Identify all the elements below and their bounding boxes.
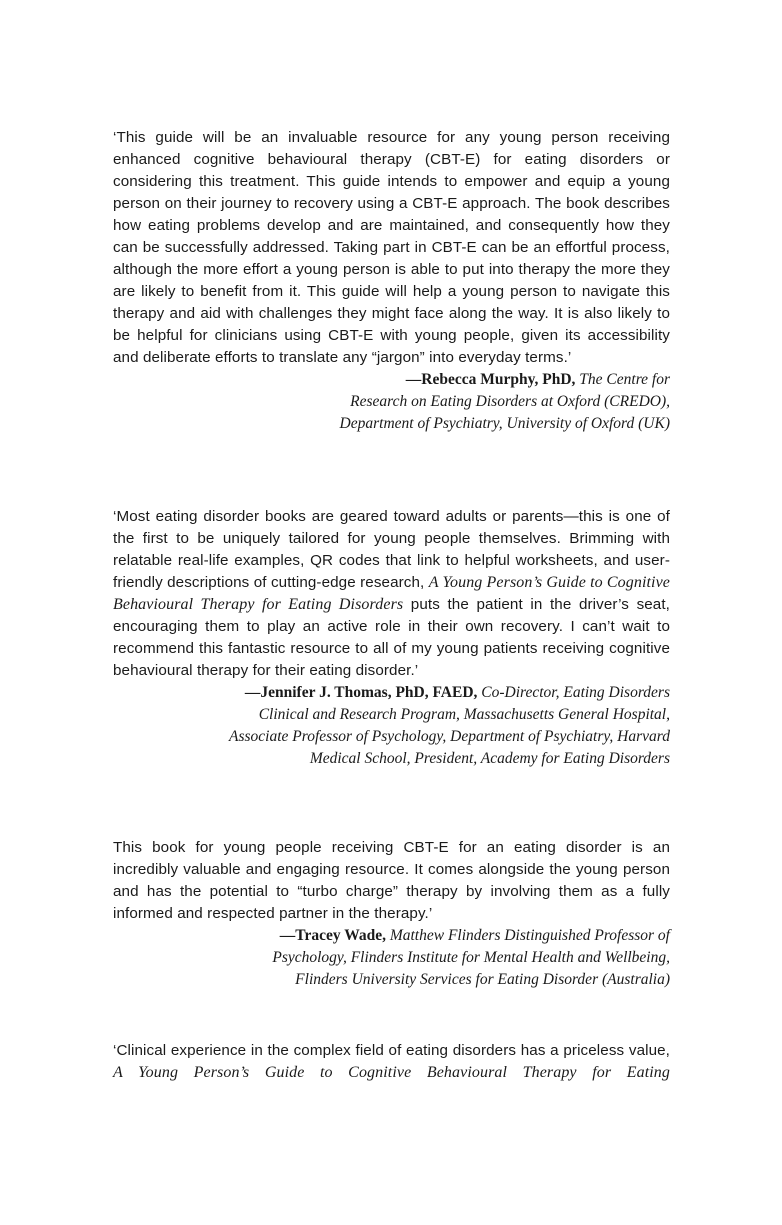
book-title: A Young Person’s Guide to Cognitive Behavioural Therapy for Eating	[113, 1064, 670, 1081]
book-title: A Young Person’s Guide to Cognitive Behavioural Therapy for Eating Disorders	[113, 574, 670, 613]
endorser-affiliation: Research on Eating Disorders at Oxford (CREDO),	[350, 393, 670, 410]
endorser-affiliation: Co-Director, Eating Disorders	[481, 684, 670, 701]
endorsement-quote: ‘Most eating disorder books are geared toward adults or parents—this is one of the first to be uniquely tailored for young people themselves. Brimming with relatable real-life examples, QR codes that link to helpful worksheets, and user-friendly descriptions of cutting-edge research, A Young Person’s Guide to Cognitive Behavioural Therapy for Eating Disorders puts the patient in the driver’s seat, encouraging them to play an active role in their own recovery. I can’t wait to recommend this fantastic resource to all of my young patients receiving cognitive behavioural therapy for their eating disorder.’	[113, 508, 670, 679]
endorser-name: —Rebecca Murphy, PhD,	[405, 371, 576, 388]
endorsement-attribution	[113, 369, 670, 435]
endorser-affiliation: Matthew Flinders Distinguished Professor of	[389, 927, 670, 944]
endorser-affiliation: Flinders University Services for Eating Disorder (Australia)	[295, 971, 670, 988]
endorsement-attribution	[113, 925, 670, 991]
endorsement-quote: ‘Clinical experience in the complex field of eating disorders has a priceless value, A Young Person’s Guide to Cognitive Behavioural Therapy for Eating	[113, 1042, 670, 1081]
endorsement-1	[113, 127, 670, 435]
endorser-affiliation: Clinical and Research Program, Massachusetts General Hospital,	[258, 706, 670, 723]
endorser-affiliation: Medical School, President, Academy for Eating Disorders	[309, 750, 670, 767]
endorser-name: —Jennifer J. Thomas, PhD, FAED,	[244, 684, 478, 701]
endorser-affiliation: Department of Psychiatry, University of Oxford (UK)	[339, 415, 670, 432]
endorser-affiliation: Psychology, Flinders Institute for Mental Health and Wellbeing,	[272, 949, 670, 966]
endorser-affiliation: Associate Professor of Psychology, Department of Psychiatry, Harvard	[229, 728, 670, 745]
endorsement-3	[113, 837, 670, 991]
endorser-affiliation: The Centre for	[579, 371, 670, 388]
endorsement-attribution	[113, 682, 670, 770]
endorser-name: —Tracey Wade,	[279, 927, 386, 944]
endorsement-quote: ‘This guide will be an invaluable resource for any young person receiving enhanced cognitive behavioural therapy (CBT-E) for eating disorders or considering this treatment. This guide intends to empower and equip a young person on their journey to recovery using a CBT-E approach. The book describes how eating problems develop and are maintained, and consequently how they can be successfully addressed. Taking part in CBT-E can be an effortful process, although the more effort a young person is able to put into therapy the more they are likely to benefit from it. This guide will help a young person to navigate this therapy and aid with challenges they might face along the way. It is also likely to be helpful for clinicians using CBT-E with young people, given its accessibility and deliberate efforts to translate any “jargon” into everyday terms.’	[113, 129, 670, 366]
endorsement-4	[113, 1040, 670, 1084]
endorsement-2	[113, 506, 670, 770]
endorsement-quote: This book for young people receiving CBT-E for an eating disorder is an incredibly valuable and engaging resource. It comes alongside the young person and has the potential to “turbo charge” therapy by involving them as a fully informed and respected partner in the therapy.’	[113, 839, 670, 922]
